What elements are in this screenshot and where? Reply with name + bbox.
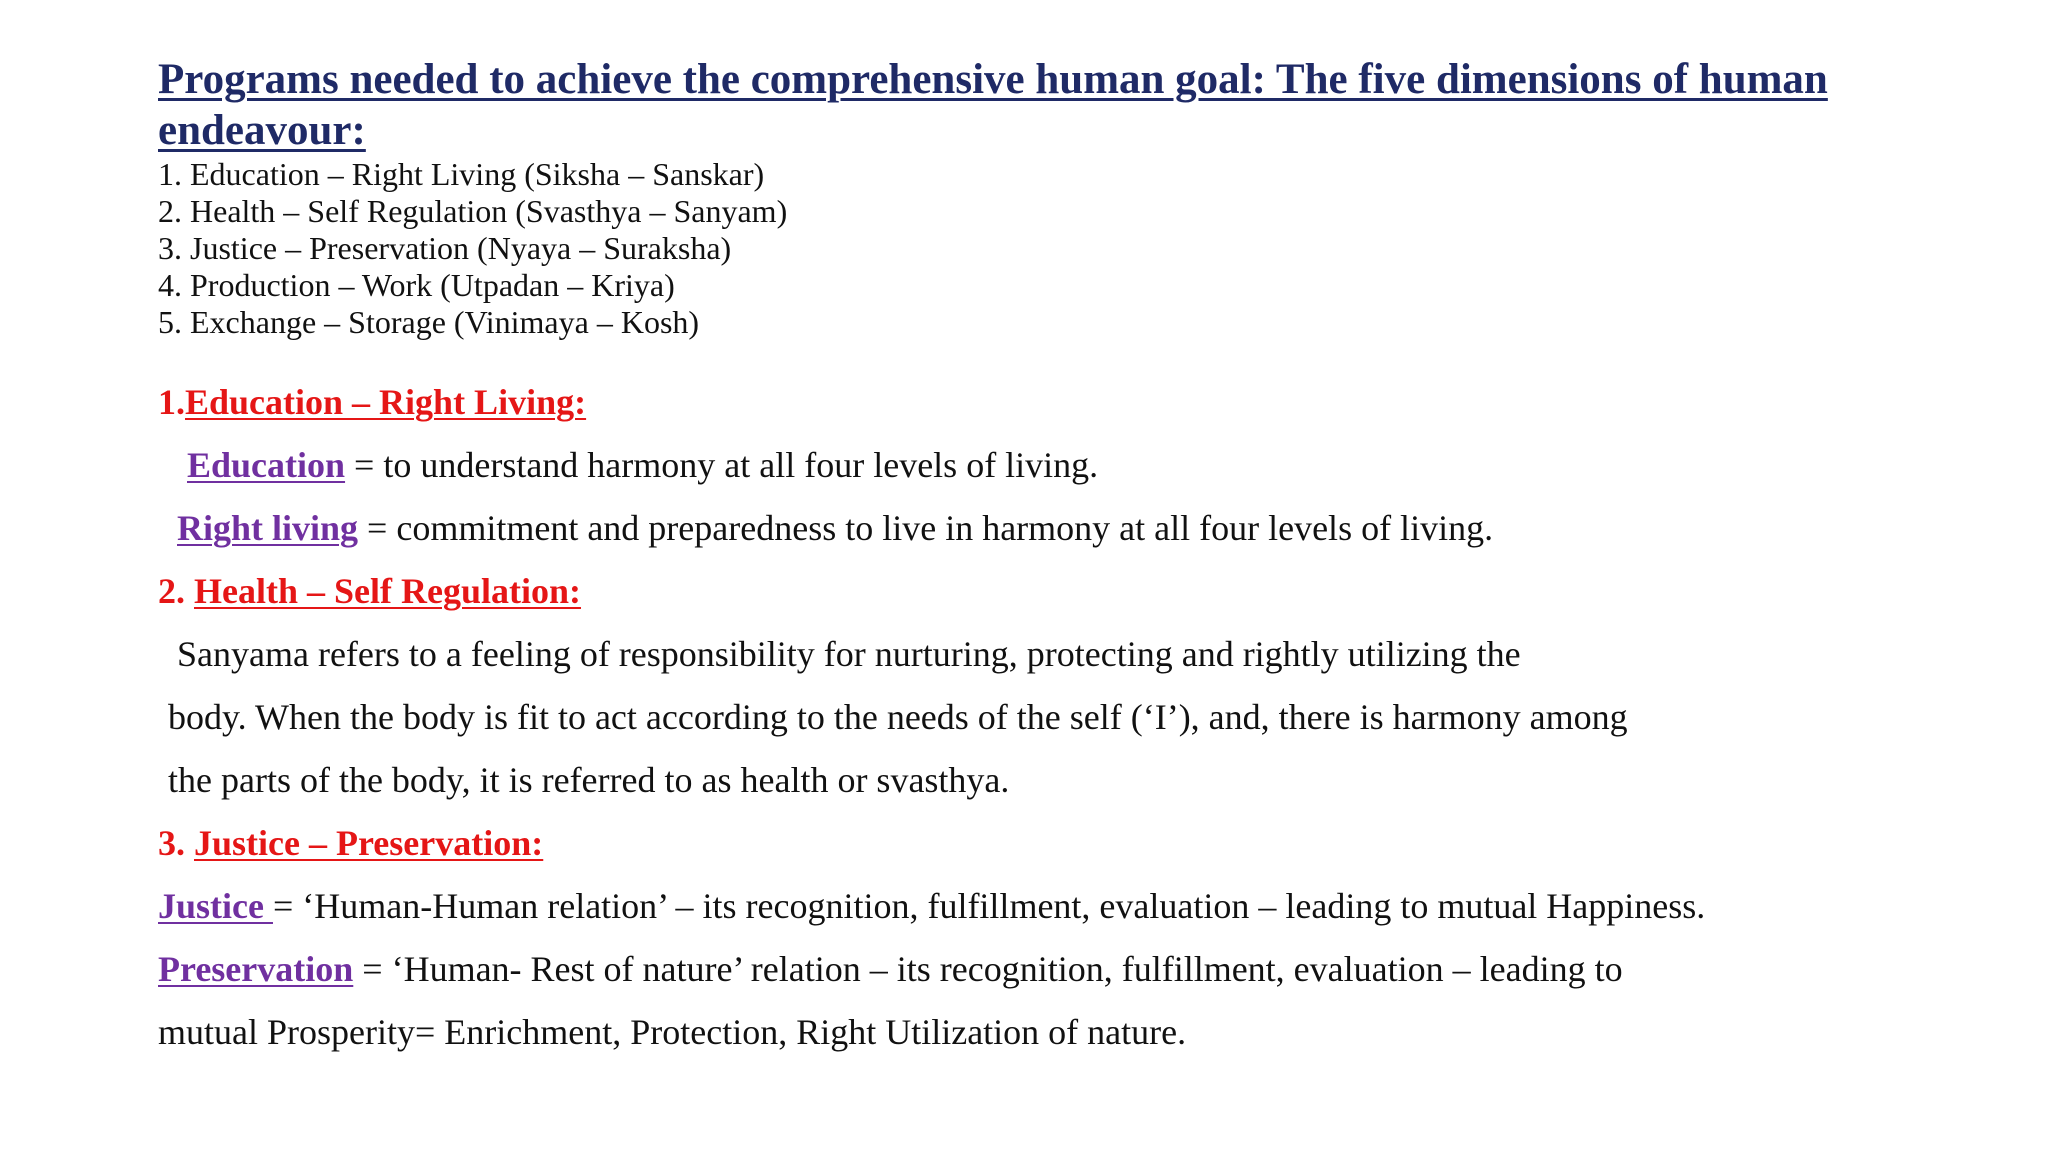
list-item: 4. Production – Work (Utpadan – Kriya) bbox=[158, 267, 675, 303]
list-item: 1. Education – Right Living (Siksha – Sanskar) bbox=[158, 156, 765, 192]
list-item: 5. Exchange – Storage (Vinimaya – Kosh) bbox=[158, 304, 700, 340]
section-heading-justice bbox=[158, 821, 543, 865]
definition-justice bbox=[158, 884, 1705, 928]
definition-text: = commitment and preparedness to live in harmony at all four levels of living. bbox=[358, 508, 1494, 548]
list-item: 2. Health – Self Regulation (Svasthya – Sanyam) bbox=[158, 193, 788, 229]
term-justice: Justice bbox=[158, 886, 273, 926]
definition-preservation bbox=[158, 947, 1623, 991]
section-heading-health bbox=[158, 569, 581, 613]
definition-education bbox=[187, 443, 1098, 487]
section-heading-text: Justice – Preservation: bbox=[194, 823, 544, 863]
section-number: 2. bbox=[158, 571, 194, 611]
definition-text: = to understand harmony at all four levels of living. bbox=[345, 445, 1099, 485]
program-list bbox=[158, 156, 787, 341]
term-education: Education bbox=[187, 445, 346, 485]
section-number: 3. bbox=[158, 823, 194, 863]
slide-title: Programs needed to achieve the comprehensive human goal: The five dimensions of human endeavour: bbox=[158, 56, 1828, 154]
section-heading-text: Health – Self Regulation: bbox=[194, 571, 581, 611]
section-heading-education bbox=[158, 380, 586, 424]
health-paragraph-line-2: body. When the body is fit to act according to the needs of the self (‘I’), and, there is harmony among bbox=[168, 697, 1628, 737]
health-paragraph-line-3: the parts of the body, it is referred to as health or svasthya. bbox=[168, 760, 1010, 800]
definition-right-living bbox=[177, 506, 1493, 550]
term-right-living: Right living bbox=[177, 508, 359, 548]
definition-text: = ‘Human- Rest of nature’ relation – its recognition, fulfillment, evaluation – leading to bbox=[353, 949, 1623, 989]
section-number: 1. bbox=[158, 382, 185, 422]
preservation-continuation: mutual Prosperity= Enrichment, Protection, Right Utilization of nature. bbox=[158, 1012, 1187, 1052]
list-item: 3. Justice – Preservation (Nyaya – Suraksha) bbox=[158, 230, 732, 266]
term-preservation: Preservation bbox=[158, 949, 354, 989]
health-paragraph-line-1: Sanyama refers to a feeling of responsibility for nurturing, protecting and rightly utilizing the bbox=[177, 634, 1521, 674]
definition-text: = ‘Human-Human relation’ – its recognition, fulfillment, evaluation – leading to mutual Happiness. bbox=[272, 886, 1706, 926]
section-heading-text: Education – Right Living: bbox=[185, 382, 587, 422]
